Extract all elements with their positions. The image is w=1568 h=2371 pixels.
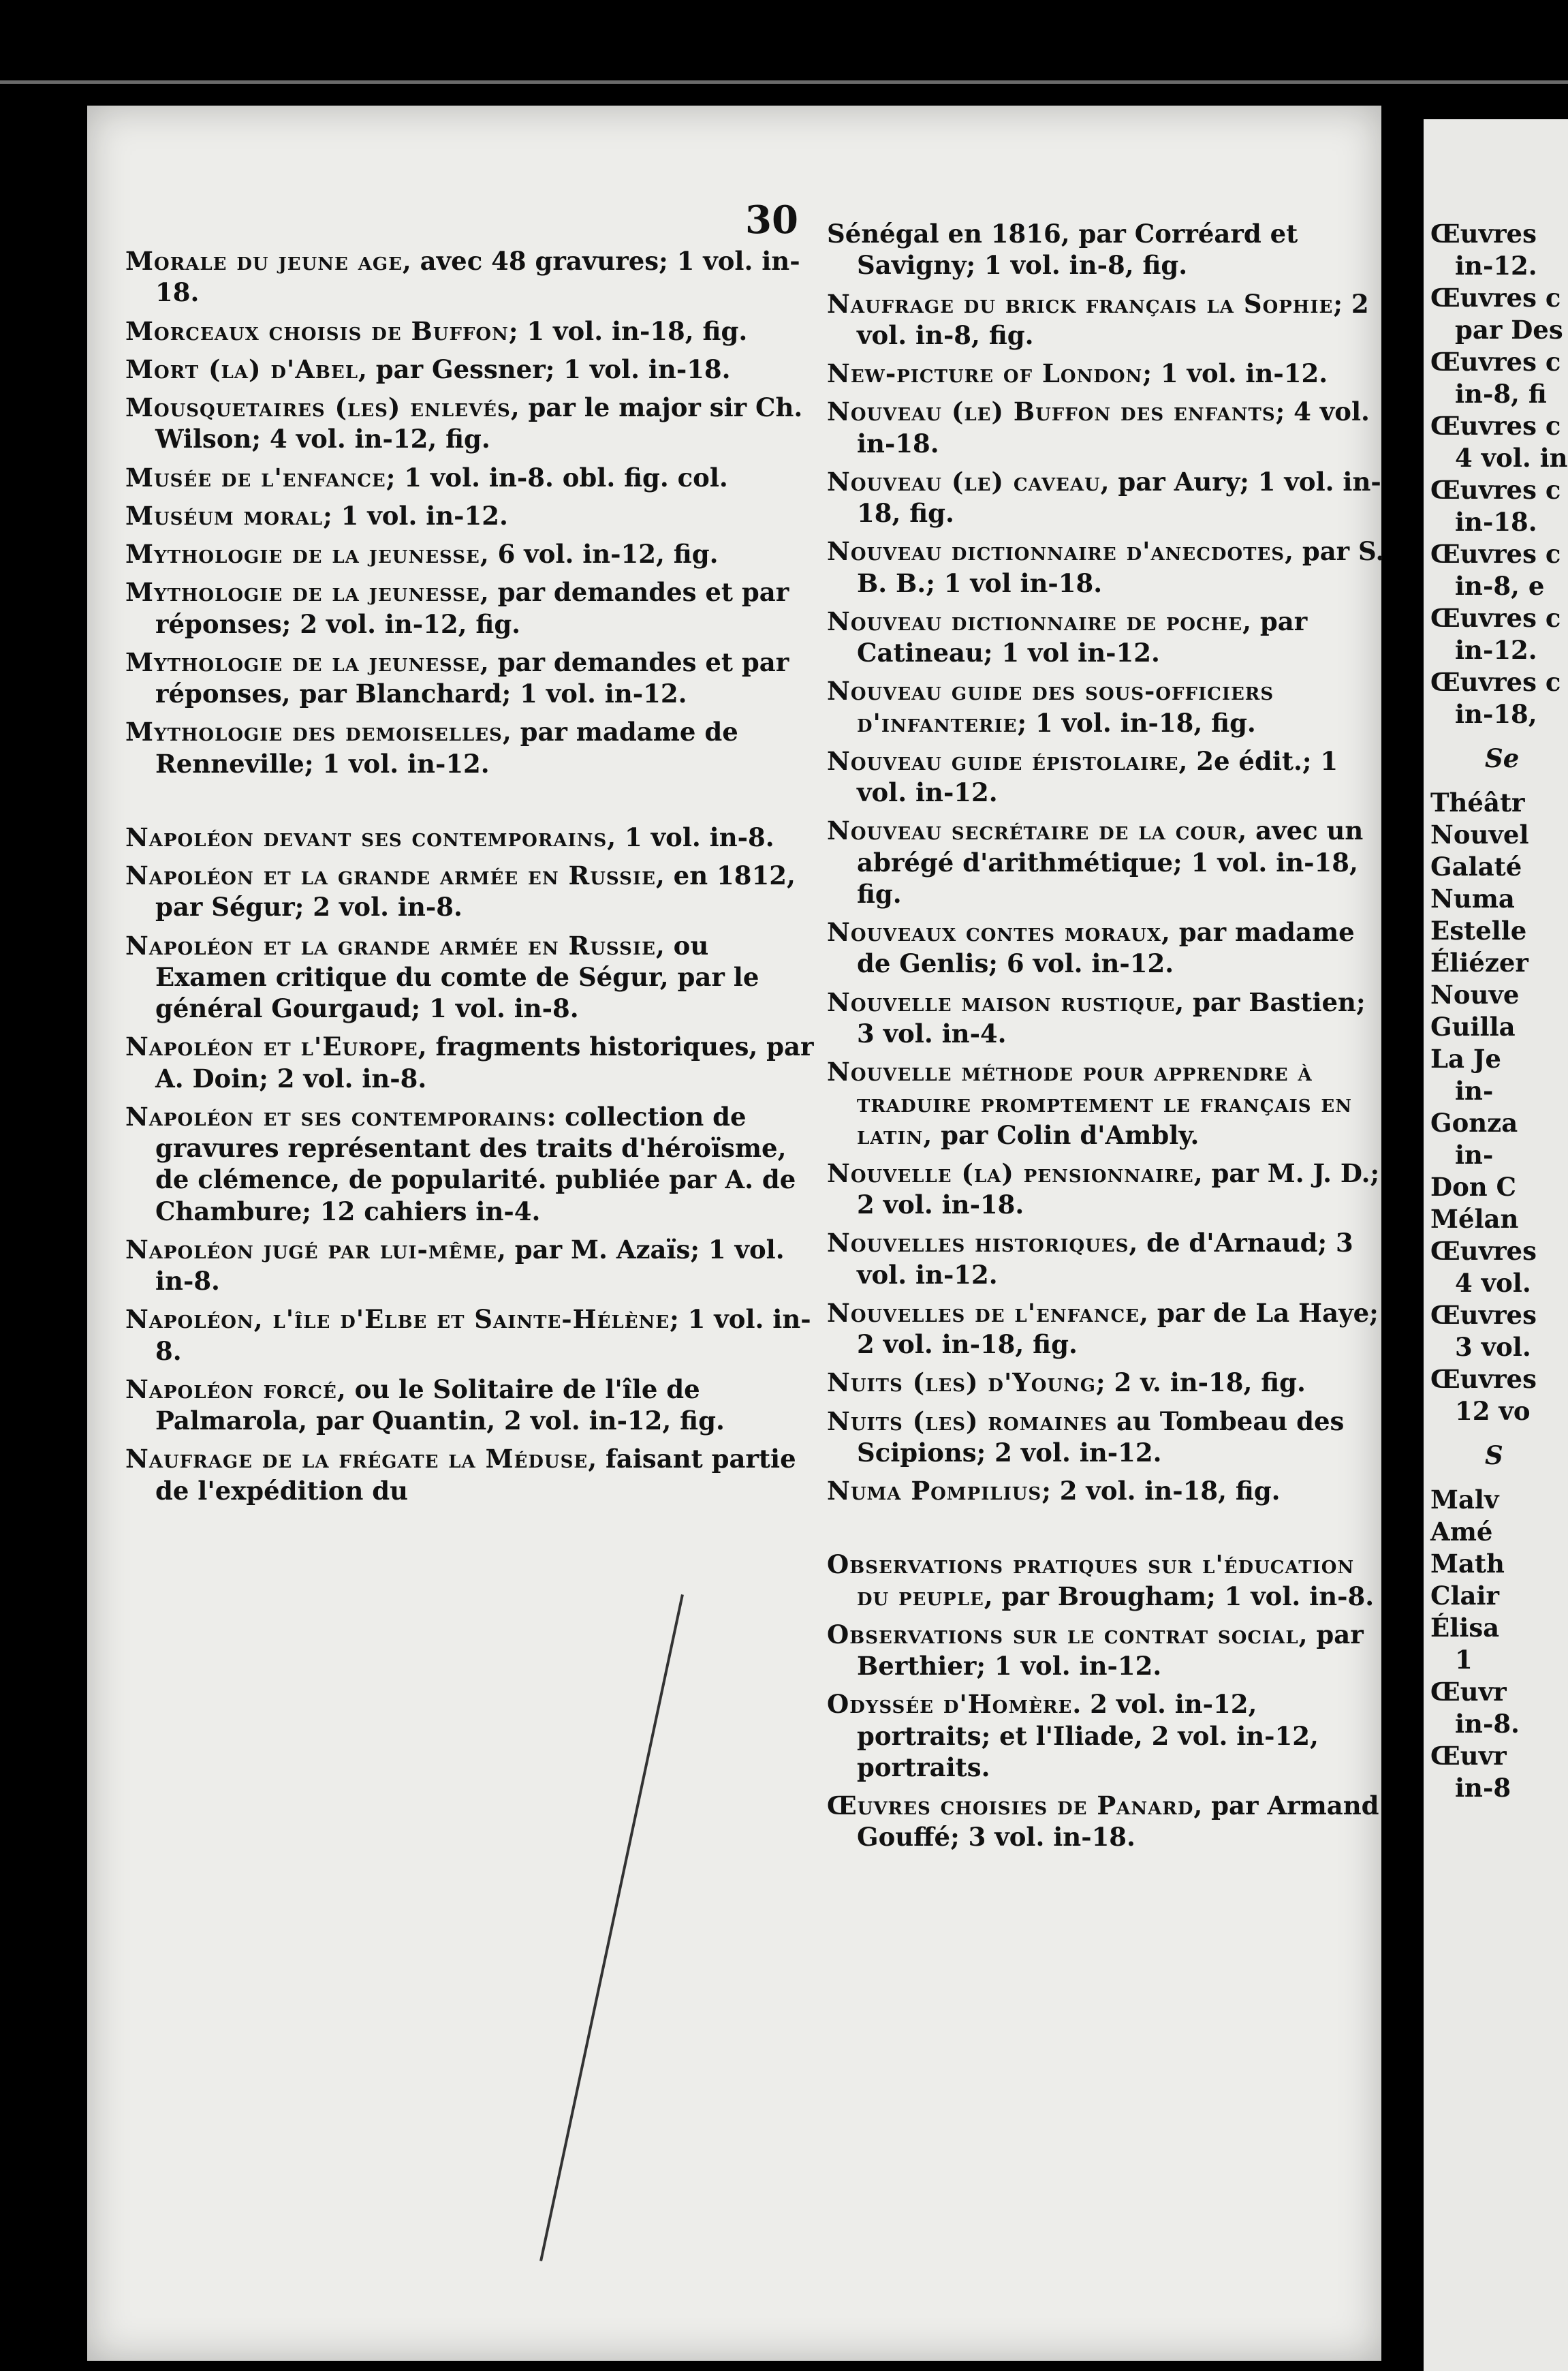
entry-details: . 2 vol. in-12, portraits; et l'Iliade, 2 vol. in-12, portraits. xyxy=(857,1689,1319,1782)
entry-headword: Morceaux choisis de Buffon xyxy=(125,315,509,346)
entry-headword: Nuits (les) romaines xyxy=(827,1406,1108,1436)
entry-headword: Napoléon, l'île d'Elbe et Sainte-Hélène xyxy=(125,1304,670,1335)
catalog-entry xyxy=(827,1790,1385,1853)
entry-details: ; 2 v. in-18, fig. xyxy=(1096,1367,1306,1398)
entry-headword: Œuvres choisies de Panard xyxy=(827,1791,1194,1820)
catalog-entry xyxy=(125,538,820,570)
fragment-line: in-18, xyxy=(1455,699,1537,729)
catalog-column-right xyxy=(827,218,1385,1860)
catalog-entry xyxy=(125,647,820,710)
entry-headword: Nouvelle (la) pensionnaire xyxy=(827,1158,1194,1188)
entry-details: , avec 48 gravures; 1 vol. in-18. xyxy=(155,246,800,308)
catalog-entry xyxy=(125,315,820,347)
fragment-line: 4 vol. in xyxy=(1455,443,1568,473)
catalog-entry xyxy=(827,1406,1385,1469)
entry-headword: Nouveau dictionnaire de poche xyxy=(827,606,1243,636)
entry-details: : collection de gravures représentant des traits d'héroïsme, de clémence, de popularité. publiée par A. de Chambure; 12 cahiers in-4. xyxy=(155,1101,796,1226)
fragment-line: 4 vol. xyxy=(1455,1268,1531,1298)
catalog-entry xyxy=(827,1297,1385,1361)
entry-details: , par Armand Gouffé; 3 vol. in-18. xyxy=(857,1791,1379,1853)
catalog-entry xyxy=(827,675,1385,739)
entry-details: , 6 vol. in-12, fig. xyxy=(480,539,719,569)
catalog-entry xyxy=(125,716,820,779)
entry-details: , par Bastien; 3 vol. in-4. xyxy=(857,987,1366,1049)
entry-details: , par M. J. D.; 2 vol. in-18. xyxy=(857,1158,1380,1220)
catalog-entry xyxy=(125,500,820,531)
catalog-entry xyxy=(125,822,820,853)
catalog-entry xyxy=(125,392,820,455)
fragment-line: Galaté xyxy=(1430,852,1522,882)
fragment-line: Théâtr xyxy=(1430,788,1525,818)
fragment-line: La Je xyxy=(1430,1044,1501,1074)
catalog-entry xyxy=(827,1367,1385,1398)
entry-details: ; 1 vol. in-8. obl. fig. col. xyxy=(386,462,728,493)
catalog-entry xyxy=(125,354,820,385)
entry-details: Sénégal en 1816, par Corréard et Savigny; 1 vol. in-8, fig. xyxy=(827,219,1298,281)
entry-details: ; 2 vol. in-18, fig. xyxy=(1041,1476,1281,1506)
fragment-line: Guilla xyxy=(1430,1012,1516,1042)
entry-details: , avec un abrégé d'arithmétique; 1 vol. in-18, fig. xyxy=(857,816,1364,909)
entry-headword: New-picture of London xyxy=(827,358,1143,388)
fragment-line: Œuvr xyxy=(1430,1741,1507,1771)
catalog-entry xyxy=(125,462,820,493)
fragment-line: par Des xyxy=(1455,315,1563,345)
section-gap xyxy=(125,786,820,822)
fragment-line: Œuvres c xyxy=(1430,347,1561,377)
entry-details: , en 1812, par Ségur; 2 vol. in-8. xyxy=(155,861,796,923)
entry-details: , par le major sir Ch. Wilson; 4 vol. in-12, fig. xyxy=(155,392,803,454)
entry-headword: Nouvelles de l'enfance xyxy=(827,1297,1140,1328)
catalog-entry xyxy=(125,860,820,923)
catalog-entry xyxy=(827,536,1385,599)
fragment-line: in-8, e xyxy=(1455,571,1545,601)
entry-headword: Nouveau guide des sous-officiers d'infanterie xyxy=(827,676,1274,738)
fragment-line: Œuvres c xyxy=(1430,283,1561,313)
entry-headword: Mythologie de la jeunesse xyxy=(125,577,480,608)
entry-details: , fragments historiques, par A. Doin; 2 vol. in-8. xyxy=(155,1032,814,1094)
fragment-line: Œuvr xyxy=(1430,1677,1507,1707)
fragment-line: Estelle xyxy=(1430,916,1527,946)
entry-details: , de d'Arnaud; 3 vol. in-12. xyxy=(857,1228,1353,1290)
catalog-entry xyxy=(827,815,1385,910)
entry-details: , ou le Solitaire de l'île de Palmarola, par Quantin, 2 vol. in-12, fig. xyxy=(155,1374,725,1436)
entry-details: , par Brougham; 1 vol. in-8. xyxy=(984,1581,1375,1611)
entry-details: , ou Examen critique du comte de Ségur, par le général Gourgaud; 1 vol. in-8. xyxy=(155,930,759,1023)
entry-headword: Napoléon et la grande armée en Russie xyxy=(125,930,656,961)
fragment-line: Œuvres xyxy=(1430,1364,1537,1394)
fragment-line: 12 vo xyxy=(1455,1396,1531,1426)
entry-headword: Nouvelles historiques xyxy=(827,1228,1129,1258)
entry-details: au Tombeau des Scipions; 2 vol. in-12. xyxy=(857,1406,1345,1468)
fragment-line: Œuvres c xyxy=(1430,475,1561,505)
catalog-entry xyxy=(125,1101,820,1227)
entry-headword: Napoléon jugé par lui-même xyxy=(125,1234,498,1265)
catalog-entry xyxy=(827,358,1385,389)
entry-details: ; 1 vol. in-12. xyxy=(323,500,508,531)
fragment-line: Nouvel xyxy=(1430,820,1529,850)
fragment-line: 1 xyxy=(1455,1645,1473,1675)
entry-details: , par M. Azaïs; 1 vol. in-8. xyxy=(155,1234,785,1296)
entry-details: , faisant partie de l'expédition du xyxy=(155,1444,796,1506)
entry-headword: Napoléon forcé xyxy=(125,1374,337,1404)
entry-details: ; 2 vol. in-8, fig. xyxy=(857,288,1369,350)
catalog-entry xyxy=(125,1303,820,1367)
fragment-line: in-18. xyxy=(1455,507,1537,537)
entry-headword: Napoléon devant ses contemporains xyxy=(125,822,608,852)
entry-headword: Napoléon et l'Europe xyxy=(125,1032,418,1062)
fragment-line: Œuvres c xyxy=(1430,411,1561,441)
entry-headword: Observations sur le contrat social xyxy=(827,1619,1299,1649)
entry-details: ; 4 vol. in-18. xyxy=(857,397,1370,459)
catalog-entry xyxy=(827,1056,1385,1151)
entry-details: , par madame de Renneville; 1 vol. in-12. xyxy=(155,717,738,779)
entry-headword: Muséum moral xyxy=(125,500,324,531)
fragment-line: 3 vol. xyxy=(1455,1332,1531,1362)
entry-details: , par de La Haye; 2 vol. in-18, fig. xyxy=(857,1297,1379,1359)
entry-details: , par Berthier; 1 vol. in-12. xyxy=(857,1619,1364,1681)
entry-headword: Musée de l'enfance xyxy=(125,462,386,493)
fragment-line: in- xyxy=(1455,1140,1494,1170)
catalog-entry xyxy=(827,466,1385,529)
entry-headword: Mythologie des demoiselles xyxy=(125,717,503,747)
fragment-line: in-12. xyxy=(1455,251,1537,281)
fragment-line: Œuvres xyxy=(1430,1300,1537,1330)
fragment-line: S xyxy=(1485,1440,1503,1470)
entry-details: , par demandes et par réponses, par Blanchard; 1 vol. in-12. xyxy=(155,647,789,709)
catalog-entry xyxy=(125,576,820,640)
catalog-entry xyxy=(125,930,820,1025)
catalog-entry xyxy=(827,1475,1385,1506)
entry-headword: Mort (la) d'Abel xyxy=(125,354,358,384)
entry-headword: Nouveau dictionnaire d'anecdotes xyxy=(827,536,1285,567)
entry-headword: Odyssée d'Homère xyxy=(827,1689,1073,1720)
entry-details: , 2e édit.; 1 vol. in-12. xyxy=(857,745,1338,807)
section-gap xyxy=(827,1513,1385,1549)
entry-details: ; 1 vol. in-18, fig. xyxy=(1017,707,1256,738)
fragment-line: Élisa xyxy=(1430,1613,1500,1643)
catalog-entry xyxy=(827,1619,1385,1682)
fragment-line: in-8. xyxy=(1455,1709,1520,1739)
catalog-entry xyxy=(827,1158,1385,1221)
catalog-column-left xyxy=(125,245,820,1513)
book-gutter xyxy=(1381,102,1424,2371)
entry-headword: Observations pratiques sur l'éducation du peuple xyxy=(827,1549,1355,1611)
entry-headword: Nuits (les) d'Young xyxy=(827,1367,1097,1398)
entry-headword: Nouvelle méthode pour apprendre à traduire promptement le français en latin xyxy=(827,1057,1352,1150)
entry-headword: Numa Pompilius xyxy=(827,1476,1042,1506)
entry-details: , par madame de Genlis; 6 vol. in-12. xyxy=(857,917,1355,979)
catalog-entry xyxy=(827,745,1385,809)
entry-details: , par Aury; 1 vol. in-18, fig. xyxy=(857,466,1381,528)
fragment-line: Clair xyxy=(1430,1581,1500,1611)
entry-headword: Nouvelle maison rustique xyxy=(827,987,1176,1017)
catalog-entry xyxy=(827,218,1385,281)
fragment-line: Œuvres xyxy=(1430,1236,1537,1266)
fragment-line: in- xyxy=(1455,1076,1494,1106)
entry-details: , par demandes et par réponses; 2 vol. in-12, fig. xyxy=(155,577,789,639)
entry-headword: Nouveaux contes moraux xyxy=(827,917,1162,947)
catalog-entry xyxy=(827,1227,1385,1290)
fragment-line: Nouve xyxy=(1430,980,1520,1010)
fragment-line: in-12. xyxy=(1455,635,1537,665)
fragment-line: Œuvres c xyxy=(1430,603,1561,633)
entry-details: ; 1 vol. in-18, fig. xyxy=(508,315,748,346)
catalog-entry xyxy=(125,245,820,309)
fragment-line: Don C xyxy=(1430,1172,1516,1202)
entry-headword: Naufrage de la frégate la Méduse xyxy=(125,1444,589,1474)
entry-headword: Napoléon et la grande armée en Russie xyxy=(125,861,656,890)
fragment-line: Mélan xyxy=(1430,1204,1519,1234)
fragment-line: Malv xyxy=(1430,1485,1499,1515)
entry-headword: Mythologie de la jeunesse xyxy=(125,647,480,677)
catalog-entry xyxy=(125,1234,820,1297)
entry-details: , par Catineau; 1 vol in-12. xyxy=(857,606,1308,668)
catalog-entry xyxy=(827,1688,1385,1783)
fragment-line: Amé xyxy=(1430,1517,1493,1547)
catalog-entry xyxy=(125,1374,820,1437)
catalog-entry xyxy=(827,606,1385,669)
entry-details: ; 1 vol. in-12. xyxy=(1142,358,1328,388)
fragment-line: in-8 xyxy=(1455,1773,1511,1803)
catalog-entry xyxy=(827,1549,1385,1612)
catalog-entry xyxy=(827,987,1385,1050)
fragment-line: in-8, fi xyxy=(1455,379,1547,409)
entry-headword: Mousquetaires (les) enlevés xyxy=(125,392,511,422)
catalog-entry xyxy=(125,1031,820,1094)
entry-headword: Mythologie de la jeunesse xyxy=(125,539,480,569)
fragment-line: Éliézer xyxy=(1430,948,1528,978)
entry-headword: Naufrage du brick français la Sophie xyxy=(827,288,1334,319)
fragment-line: Œuvres c xyxy=(1430,667,1561,697)
entry-details: , par S. B. B.; 1 vol in-18. xyxy=(857,536,1385,598)
entry-details: , par Colin d'Ambly. xyxy=(923,1119,1199,1150)
page-number: 30 xyxy=(745,198,798,243)
fragment-line: Œuvres xyxy=(1430,219,1537,249)
top-rule xyxy=(0,80,1568,84)
entry-headword: Morale du jeune age xyxy=(125,246,403,276)
entry-details: , par Gessner; 1 vol. in-18. xyxy=(358,354,731,384)
catalog-entry xyxy=(827,916,1385,980)
fragment-line: Se xyxy=(1485,743,1520,773)
catalog-entry xyxy=(125,1443,820,1506)
catalog-entry xyxy=(827,288,1385,352)
entry-details: ; 1 vol. in-8. xyxy=(155,1304,811,1366)
fragment-line: Numa xyxy=(1430,884,1515,914)
entry-headword: Napoléon et ses contemporains xyxy=(125,1101,547,1132)
fragment-line: Œuvres c xyxy=(1430,539,1561,569)
entry-details: , 1 vol. in-8. xyxy=(607,822,774,852)
fragment-line: Math xyxy=(1430,1549,1505,1579)
entry-headword: Nouveau (le) caveau xyxy=(827,466,1101,497)
entry-headword: Nouveau (le) Buffon des enfants xyxy=(827,397,1276,427)
catalog-entry xyxy=(827,396,1385,459)
next-page-fragments xyxy=(1430,218,1567,1804)
entry-headword: Nouveau secrétaire de la cour xyxy=(827,816,1238,846)
fragment-line: Gonza xyxy=(1430,1108,1518,1138)
entry-headword: Nouveau guide épistolaire xyxy=(827,745,1179,776)
